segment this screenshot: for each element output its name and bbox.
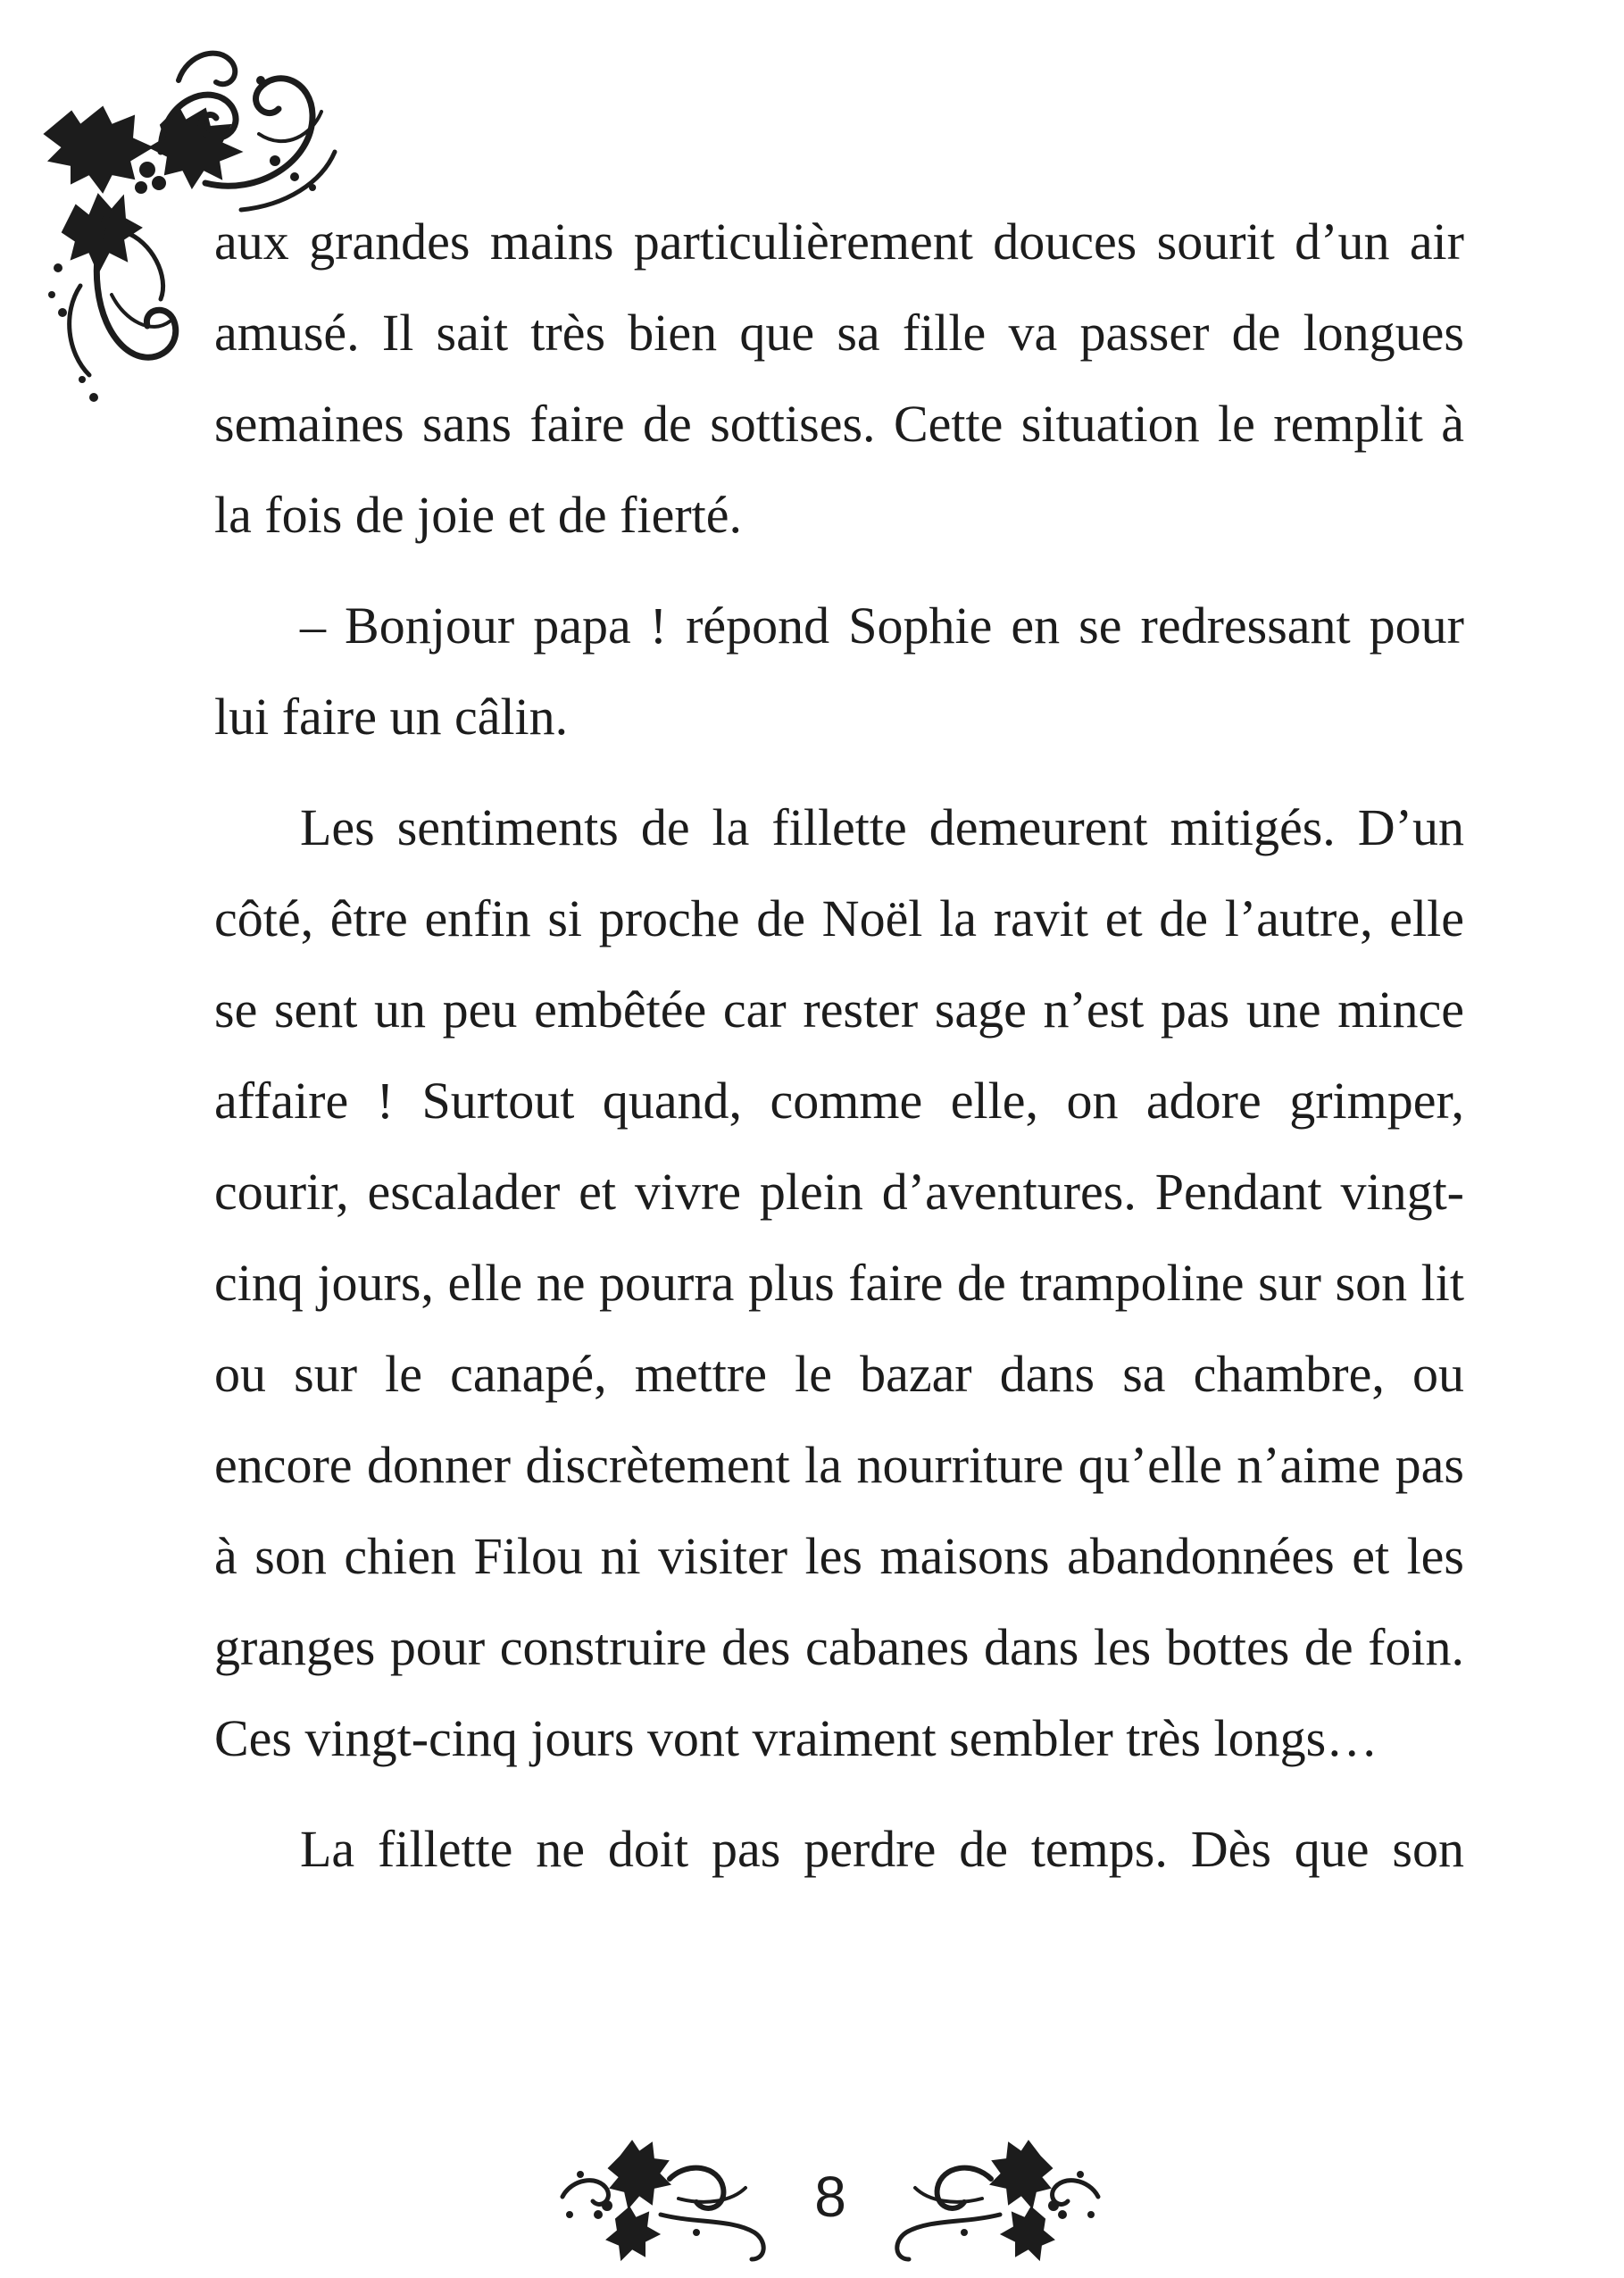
page-number: 8 <box>814 2165 846 2229</box>
holly-swirl-left-icon <box>554 2125 786 2277</box>
paragraph: – Bonjour papa ! répond Sophie en se redressant pour lui faire un câlin. <box>214 597 1464 746</box>
main-text <box>214 196 1464 1895</box>
paragraph: Les sentiments de la fillette demeurent mitigés. D’un côté, être enfin si proche de Noël la ravit et de l’autre, elle se sent un peu embêtée car rester sage n’est pas une mince affaire ! Surtout quand, comme elle, on adore grimper, courir, escalader et vivre plein d’aventures. Pendant vingt-cinq jours, elle ne pourra plus faire de trampoline sur son lit ou sur le canapé, mettre le bazar dans sa chambre, ou encore donner discrètement la nourriture qu’elle n’aime pas à son chien Filou ni visiter les maisons abandonnées et les granges pour construire des cabanes dans les bottes de foin. Ces vingt-cinq jours vont vraiment sembler très longs… <box>214 798 1464 1767</box>
paragraph: La fillette ne doit pas perdre de temps. Dès que son <box>300 1820 1464 1878</box>
page-footer <box>554 2125 1107 2277</box>
holly-swirl-right-icon <box>875 2125 1107 2277</box>
paragraph: aux grandes mains particulièrement douces sourit d’un air amusé. Il sait très bien que sa fille va passer de longues semaines sans faire de sottises. Cette situation le remplit à la fois de joie et de fierté. <box>214 213 1464 544</box>
